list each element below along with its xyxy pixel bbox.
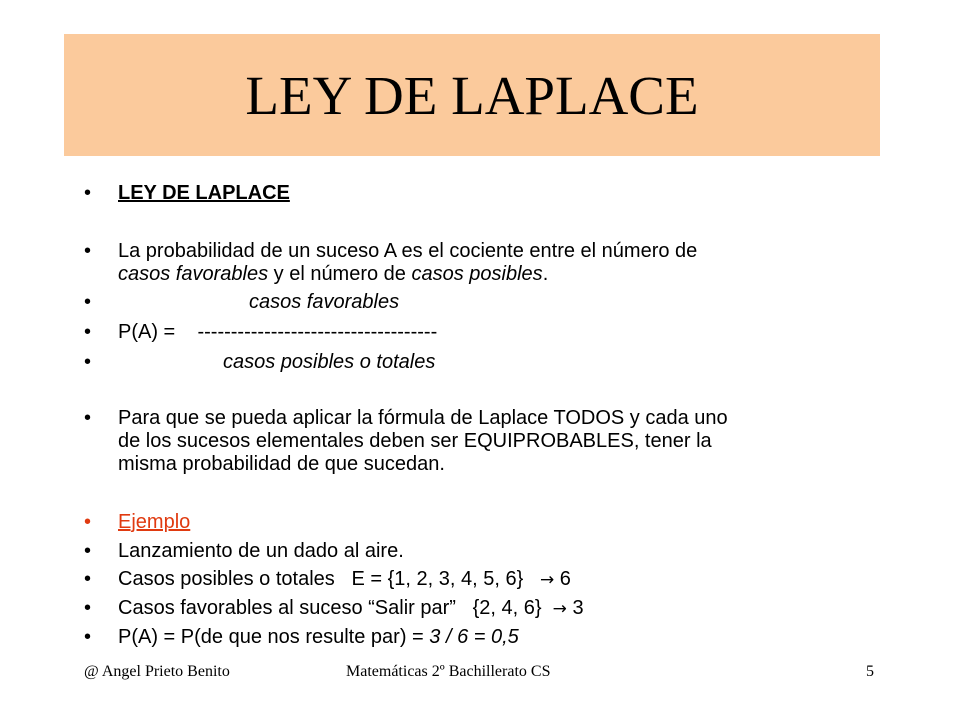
dice-text: Lanzamiento de un dado al aire. bbox=[118, 540, 404, 562]
equiprobable-line2: de los sucesos elementales deben ser EQUIPROBABLES, tener la bbox=[118, 430, 712, 452]
equiprobable-text bbox=[118, 407, 838, 476]
possible-cases-label: Casos posibles o totales E = {1, 2, 3, 4, 5, 6} bbox=[118, 568, 540, 590]
result-value: 3 / 6 = 0,5 bbox=[429, 626, 519, 648]
arrow-right-icon: → bbox=[552, 599, 567, 619]
definition-line1: La probabilidad de un suceso A es el cociente entre el número de bbox=[118, 240, 698, 262]
favorable-cases-count: 3 bbox=[566, 597, 584, 619]
example-link[interactable]: Ejemplo bbox=[118, 511, 191, 533]
bullet-dot: • bbox=[84, 182, 92, 204]
definition-connector: y el número de bbox=[268, 263, 412, 285]
bullet-dot: • bbox=[84, 511, 92, 533]
bullet-dot: • bbox=[84, 240, 92, 262]
formula-text: P(A) = ------------------------------------ bbox=[118, 321, 438, 343]
footer-page-number: 5 bbox=[866, 663, 874, 680]
possible-cases-count: 6 bbox=[554, 568, 571, 590]
footer-author: @ Angel Prieto Benito bbox=[84, 663, 230, 680]
numerator-italic: casos favorables bbox=[249, 291, 400, 313]
bullet-dot: • bbox=[84, 351, 92, 373]
result-text bbox=[118, 626, 838, 649]
bullet-dot: • bbox=[84, 568, 92, 590]
numerator-text bbox=[249, 291, 960, 314]
bullet-dot: • bbox=[84, 321, 92, 343]
definition-text bbox=[118, 240, 838, 286]
bullet-dot: • bbox=[84, 407, 92, 429]
equiprobable-line3: misma probabilidad de que sucedan. bbox=[118, 453, 445, 475]
bullet-dot: • bbox=[84, 291, 92, 313]
bullet-dot: • bbox=[84, 540, 92, 562]
footer-course: Matemáticas 2º Bachillerato CS bbox=[346, 663, 551, 680]
favorable-cases-label: Casos favorables al suceso “Salir par” {2, 4, 6} bbox=[118, 597, 553, 619]
definition-period: . bbox=[542, 263, 549, 285]
bullet-dot: • bbox=[84, 597, 92, 619]
heading-text: LEY DE LAPLACE bbox=[118, 182, 290, 204]
slide-title: LEY DE LAPLACE bbox=[245, 64, 699, 126]
casos-favorables-term: casos favorables bbox=[118, 263, 269, 285]
equiprobable-line1: Para que se pueda aplicar la fórmula de Laplace TODOS y cada uno bbox=[118, 407, 728, 429]
result-label: P(A) = P(de que nos resulte par) = bbox=[118, 626, 430, 648]
bullet-dot: • bbox=[84, 626, 92, 648]
possible-cases-text bbox=[118, 568, 838, 592]
denominator-italic: casos posibles o totales bbox=[223, 351, 436, 373]
denominator-text bbox=[223, 351, 943, 374]
arrow-right-icon: → bbox=[539, 570, 555, 590]
casos-posibles-term: casos posibles bbox=[411, 263, 543, 285]
favorable-cases-text bbox=[118, 597, 838, 621]
